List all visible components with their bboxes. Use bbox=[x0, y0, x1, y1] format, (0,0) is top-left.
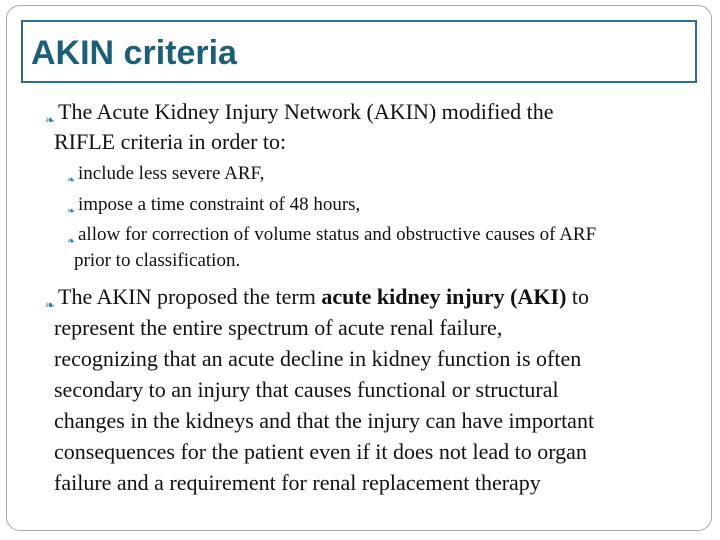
title-box bbox=[21, 20, 697, 83]
sub-bullet-3-line-2: prior to classification. bbox=[74, 250, 241, 271]
sub-bullet-2 bbox=[67, 192, 361, 218]
flag-bullet-icon: ❧ bbox=[67, 236, 76, 247]
bullet-2-line-4-row bbox=[54, 375, 559, 405]
bullet-2-line-6-row bbox=[54, 437, 587, 467]
flag-bullet-icon: ❧ bbox=[67, 206, 76, 217]
bullet-2-line-1-post: to bbox=[566, 284, 590, 309]
bullet-2-line-2-row bbox=[54, 313, 502, 343]
bullet-2-line-3-row bbox=[54, 344, 581, 374]
bullet-2-line-7-row bbox=[54, 468, 541, 498]
bullet-2-line-3: recognizing that an acute decline in kidney function is often bbox=[54, 346, 582, 371]
bullet-1-line-1: The Acute Kidney Injury Network (AKIN) modified the bbox=[58, 99, 554, 124]
bullet-item-1-cont bbox=[54, 127, 286, 157]
bullet-item-2 bbox=[45, 282, 590, 312]
sub-bullet-3 bbox=[67, 222, 597, 248]
bullet-2-line-4: secondary to an injury that causes functional or structural bbox=[54, 377, 559, 402]
bullet-item-1 bbox=[45, 97, 554, 127]
flag-bullet-icon: ❧ bbox=[45, 298, 56, 312]
bullet-1-line-2: RIFLE criteria in order to: bbox=[54, 129, 287, 154]
slide-title: AKIN criteria bbox=[31, 34, 237, 72]
bullet-2-term-bold: acute kidney injury (AKI) bbox=[321, 284, 567, 309]
bullet-2-line-5: changes in the kidneys and that the injury can have important bbox=[54, 408, 595, 433]
sub-bullet-3-line-1: allow for correction of volume status and obstructive causes of ARF bbox=[78, 224, 597, 245]
bullet-2-line-2: represent the entire spectrum of acute renal failure, bbox=[54, 315, 503, 340]
sub-bullet-1-text: include less severe ARF, bbox=[78, 163, 265, 184]
sub-bullet-2-text: impose a time constraint of 48 hours, bbox=[78, 194, 361, 215]
sub-bullet-3-cont bbox=[74, 248, 240, 274]
bullet-2-line-5-row bbox=[54, 406, 594, 436]
bullet-2-line-7: failure and a requirement for renal replacement therapy bbox=[54, 470, 541, 495]
sub-bullet-1 bbox=[67, 161, 265, 187]
bullet-2-line-6: consequences for the patient even if it does not lead to organ bbox=[54, 439, 587, 464]
flag-bullet-icon: ❧ bbox=[67, 175, 76, 186]
bullet-2-line-1-pre: The AKIN proposed the term bbox=[58, 284, 322, 309]
flag-bullet-icon: ❧ bbox=[45, 113, 56, 127]
